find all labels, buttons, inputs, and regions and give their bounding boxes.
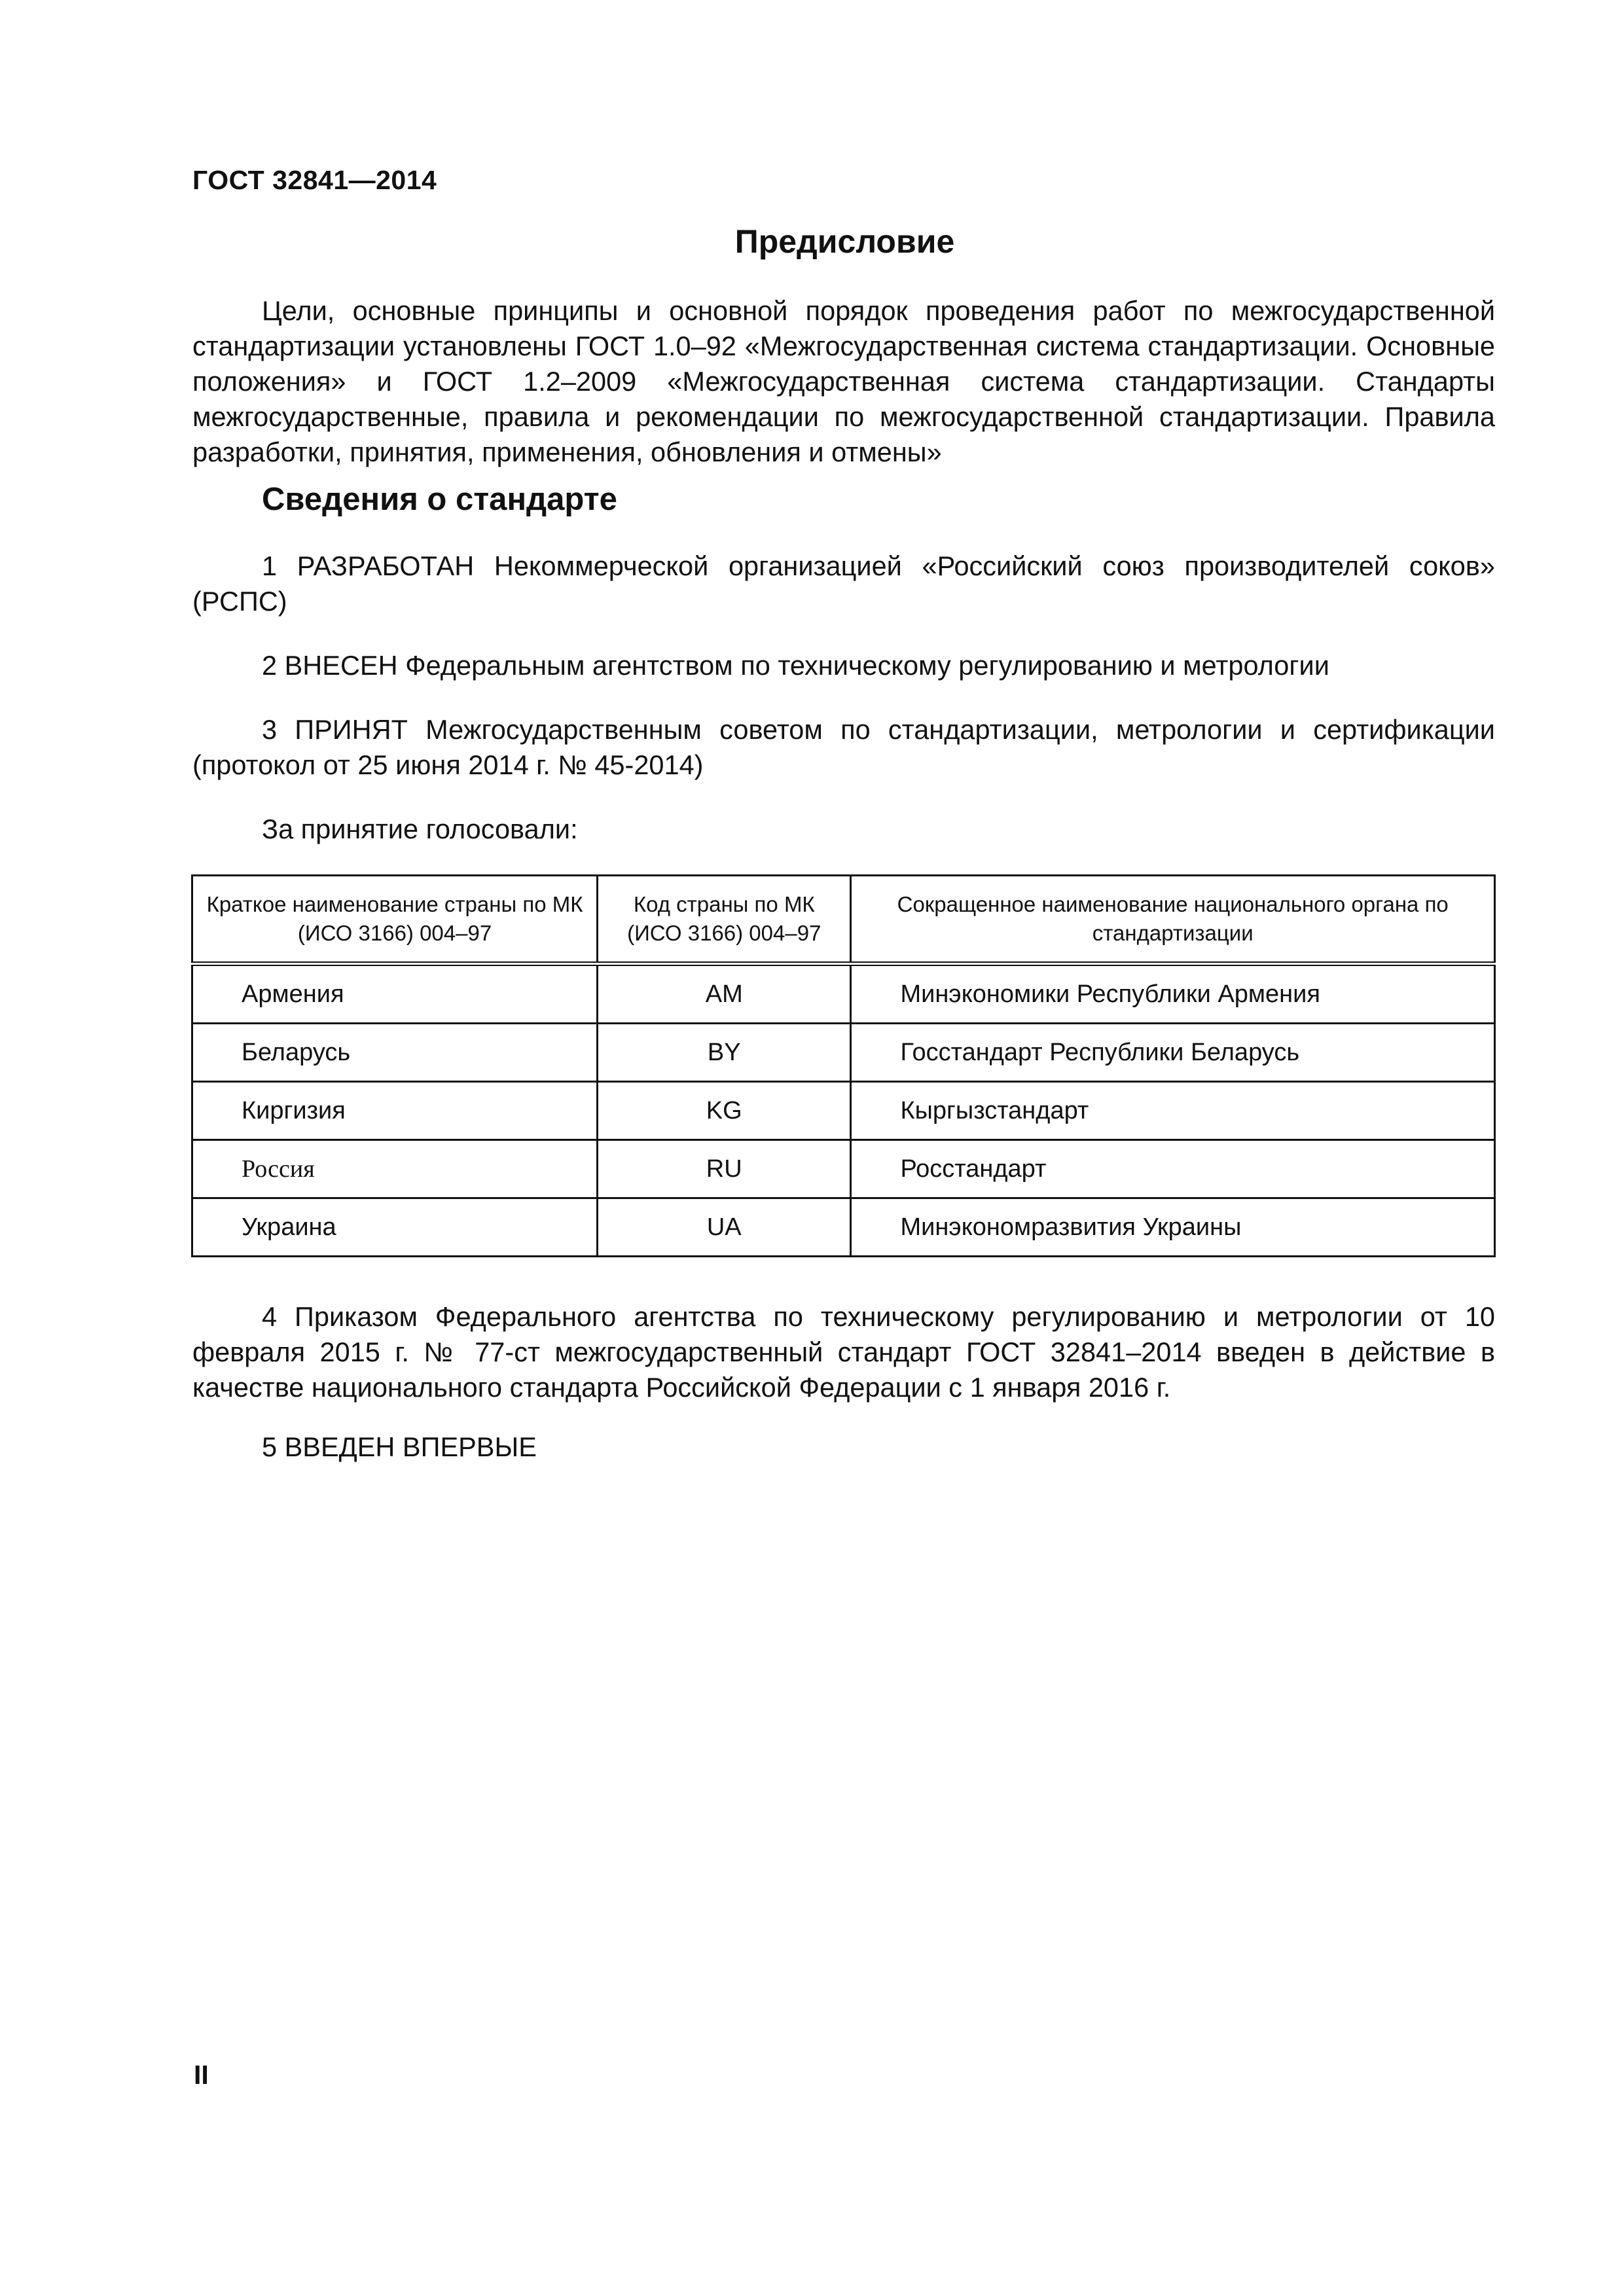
table-header-row xyxy=(192,876,1495,964)
about-standard-title: Сведения о стандарте xyxy=(262,482,617,517)
table-row xyxy=(192,1140,1495,1198)
header-country-code: Код страны по МК (ИСО 3166) 004–97 xyxy=(598,876,851,964)
country-cell: Армения xyxy=(192,964,598,1024)
body-cell: Госстандарт Республики Беларусь xyxy=(851,1024,1495,1082)
table-row xyxy=(192,964,1495,1024)
country-cell: Беларусь xyxy=(192,1024,598,1082)
item-developed: 1 РАЗРАБОТАН Некоммерческой организацией «Российский союз производителей соков» (РСПС) xyxy=(192,550,1495,617)
table-row xyxy=(192,1198,1495,1257)
code-cell: RU xyxy=(598,1140,851,1198)
header-country-name: Краткое наименование страны по МК (ИСО 3166) 004–97 xyxy=(192,876,598,964)
voting-table xyxy=(191,874,1496,1257)
table-row xyxy=(192,1082,1495,1140)
body-cell: Росстандарт xyxy=(851,1140,1495,1198)
country-cell: Киргизия xyxy=(192,1082,598,1140)
voted-label: За принятие голосовали: xyxy=(262,814,578,844)
code-cell: BY xyxy=(598,1024,851,1082)
body-cell: Кыргызстандарт xyxy=(851,1082,1495,1140)
preface-title: Предисловие xyxy=(734,223,955,260)
country-cell: Россия xyxy=(192,1140,598,1198)
header-standards-body: Сокращенное наименование национального органа по стандартизации xyxy=(851,876,1495,964)
table-row xyxy=(192,1024,1495,1082)
standard-id-header: ГОСТ 32841—2014 xyxy=(192,165,437,195)
item-adopted: 3 ПРИНЯТ Межгосударственным советом по стандартизации, метрологии и сертификации (протокол от 25 июня 2014 г. № 45-2014) xyxy=(192,714,1495,780)
country-cell: Украина xyxy=(192,1198,598,1257)
code-cell: AM xyxy=(598,964,851,1024)
code-cell: UA xyxy=(598,1198,851,1257)
body-cell: Минэкономики Республики Армения xyxy=(851,964,1495,1024)
item-submitted: 2 ВНЕСЕН Федеральным агентством по техническому регулированию и метрологии xyxy=(262,650,1329,681)
page-number: II xyxy=(194,2060,209,2090)
item-first-introduced: 5 ВВЕДЕН ВПЕРВЫЕ xyxy=(262,1431,537,1462)
body-cell: Минэкономразвития Украины xyxy=(851,1198,1495,1257)
preface-text: Цели, основные принципы и основной порядок проведения работ по межгосударственной стандартизации установлены ГОСТ 1.0–92 «Межгосударственная система стандартизации. Основные положения» и ГОСТ 1.2–2009 «Межгосударственная система стандартизации. Стандарты межгосударственные, правила и рекомендации по межгосударственной стандартизации. Правила разработки, принятия, применения, обновления и отмены» xyxy=(192,295,1495,467)
code-cell: KG xyxy=(598,1082,851,1140)
item-order: 4 Приказом Федерального агентства по техническому регулированию и метрологии от 10 февраля 2015 г. № 77-ст межгосударственный стандарт ГОСТ 32841–2014 введен в действие в качестве национального стандарта Российской Федерации с 1 января 2016 г. xyxy=(192,1301,1495,1403)
